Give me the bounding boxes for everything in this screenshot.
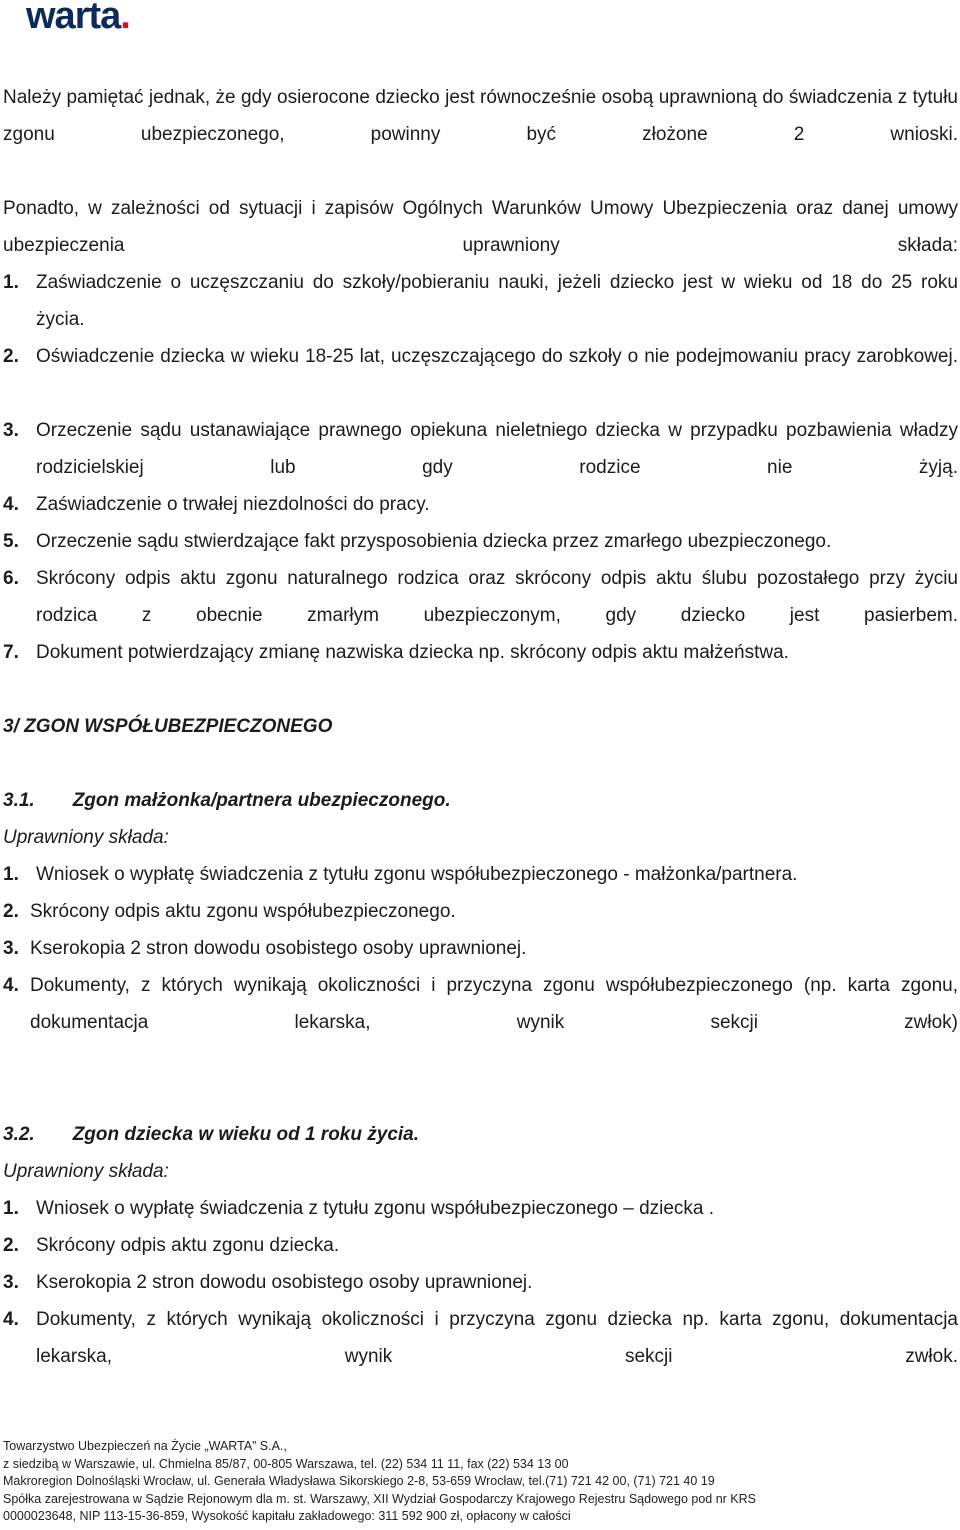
footer-line: Towarzystwo Ubezpieczeń na Życie „WARTA” S.A., — [3, 1439, 287, 1453]
s32-item-3 — [3, 1264, 958, 1301]
section-title: Zgon małżonka/partnera ubezpieczonego. — [72, 790, 451, 811]
s32-item-2 — [3, 1227, 958, 1264]
intro-paragraph-1 — [3, 79, 958, 153]
s31-item-2 — [3, 893, 958, 930]
list-number: 1. — [3, 272, 19, 293]
list-number: 2. — [3, 346, 19, 367]
list1-item-3 — [3, 412, 958, 486]
list-text: Oświadczenie dziecka w wieku 18-25 lat, uczęszczającego do szkoły o nie podejmowaniu pracy zarobkowej. — [36, 346, 958, 367]
s31-item-1 — [3, 856, 958, 893]
list-number: 3. — [3, 1272, 19, 1293]
list-number: 4. — [3, 494, 19, 515]
list1-item-4 — [3, 486, 958, 523]
list-number: 7. — [3, 642, 19, 663]
list-text: Kserokopia 2 stron dowodu osobistego osoby uprawnionej. — [30, 938, 527, 959]
section-3-2-heading — [3, 1116, 419, 1153]
list-number: 2. — [3, 1235, 19, 1256]
list-number: 3. — [3, 420, 19, 441]
footer — [3, 1438, 756, 1526]
list-text: Dokument potwierdzający zmianę nazwiska dziecka np. skrócony odpis aktu małżeństwa. — [36, 642, 789, 663]
list-text: Zaświadczenie o uczęszczaniu do szkoły/pobieraniu nauki, jeżeli dziecko jest w wieku od 18 do 25 roku życia. — [36, 272, 958, 330]
section-3-2-label: Uprawniony składa: — [3, 1161, 169, 1182]
s32-item-1 — [3, 1190, 958, 1227]
list-number: 1. — [3, 864, 19, 885]
warta-logo — [26, 0, 130, 36]
list-number: 4. — [3, 1309, 19, 1330]
s31-item-4 — [3, 967, 958, 1041]
logo-dot: . — [120, 0, 130, 37]
list1-item-1 — [3, 264, 958, 338]
list-text: Kserokopia 2 stron dowodu osobistego osoby uprawnionej. — [36, 1272, 533, 1293]
s31-item-3 — [3, 930, 958, 967]
list-number: 5. — [3, 531, 19, 552]
list-number: 3. — [3, 938, 19, 959]
list1-item-6 — [3, 560, 958, 634]
list-text: Skrócony odpis aktu zgonu naturalnego rodzica oraz skrócony odpis aktu ślubu pozostałego przy życiu rodzica z obecnie zmarłym ubezpieczonym, gdy dziecko jest pasierbem. — [36, 568, 958, 626]
footer-line: Spółka zarejestrowana w Sądzie Rejonowym dla m. st. Warszawy, XII Wydział Gospodarczy Krajowego Rejestru Sądowego pod nr KRS — [3, 1491, 756, 1506]
list-number: 2. — [3, 901, 19, 922]
section-title: Zgon dziecka w wieku od 1 roku życia. — [72, 1124, 420, 1145]
section-3-title: 3/ ZGON WSPÓŁUBEZPIECZONEGO — [3, 716, 333, 737]
s32-item-4 — [3, 1301, 958, 1375]
footer-line: z siedzibą w Warszawie, ul. Chmielna 85/87, 00-805 Warszawa, tel. (22) 534 11 11, fax (22) 534 13 00 — [3, 1456, 569, 1471]
list-text: Orzeczenie sądu ustanawiające prawnego opiekuna nieletniego dziecka w przypadku pozbawienia władzy rodzicielskiej lub gdy rodzice nie żyją. — [36, 420, 958, 478]
list1-item-2 — [3, 338, 958, 375]
list-text: Zaświadczenie o trwałej niezdolności do pracy. — [36, 494, 430, 515]
list-text: Skrócony odpis aktu zgonu współubezpieczonego. — [30, 901, 456, 922]
list-text: Skrócony odpis aktu zgonu dziecka. — [36, 1235, 340, 1256]
section-number: 3.1. — [3, 790, 35, 811]
list-text: Dokumenty, z których wynikają okoliczności i przyczyna zgonu dziecka np. karta zgonu, dokumentacja lekarska, wynik sekcji zwłok. — [36, 1309, 958, 1367]
intro-text-1: Należy pamiętać jednak, że gdy osierocone dziecko jest równocześnie osobą uprawnioną do świadczenia z tytułu zgonu ubezpieczonego, powinny być złożone 2 wnioski. — [3, 87, 958, 145]
list1-item-5 — [3, 523, 958, 560]
section-3-1-label: Uprawniony składa: — [3, 827, 169, 848]
footer-line: 0000023648, NIP 113-15-36-859, Wysokość kapitału zakładowego: 311 592 900 zł, opłacony w całości — [3, 1509, 571, 1524]
section-number: 3.2. — [3, 1124, 35, 1145]
list-text: Orzeczenie sądu stwierdzające fakt przysposobienia dziecka przez zmarłego ubezpieczonego. — [36, 531, 832, 552]
footer-line: Makroregion Dolnośląski Wrocław, ul. Generała Władysława Sikorskiego 2-8, 53-659 Wrocław, tel.(71) 721 42 00, (71) 721 40 19 — [3, 1474, 715, 1489]
list-text: Wniosek o wypłatę świadczenia z tytułu zgonu współubezpieczonego - małżonka/partnera. — [36, 864, 798, 885]
intro-paragraph-2 — [3, 190, 958, 264]
list-number: 1. — [3, 1198, 19, 1219]
list-text: Wniosek o wypłatę świadczenia z tytułu zgonu współubezpieczonego – dziecka . — [36, 1198, 715, 1219]
section-3-1-heading — [3, 782, 451, 819]
list1-item-7 — [3, 634, 958, 671]
list-text: Dokumenty, z których wynikają okoliczności i przyczyna zgonu współubezpieczonego (np. karta zgonu, dokumentacja lekarska, wynik sekcji zwłok) — [30, 975, 958, 1033]
logo-text: warta — [26, 0, 121, 37]
intro-text-2: Ponadto, w zależności od sytuacji i zapisów Ogólnych Warunków Umowy Ubezpieczenia oraz danej umowy ubezpieczenia uprawniony składa: — [3, 198, 958, 256]
list-number: 6. — [3, 568, 19, 589]
list-number: 4. — [3, 975, 19, 996]
